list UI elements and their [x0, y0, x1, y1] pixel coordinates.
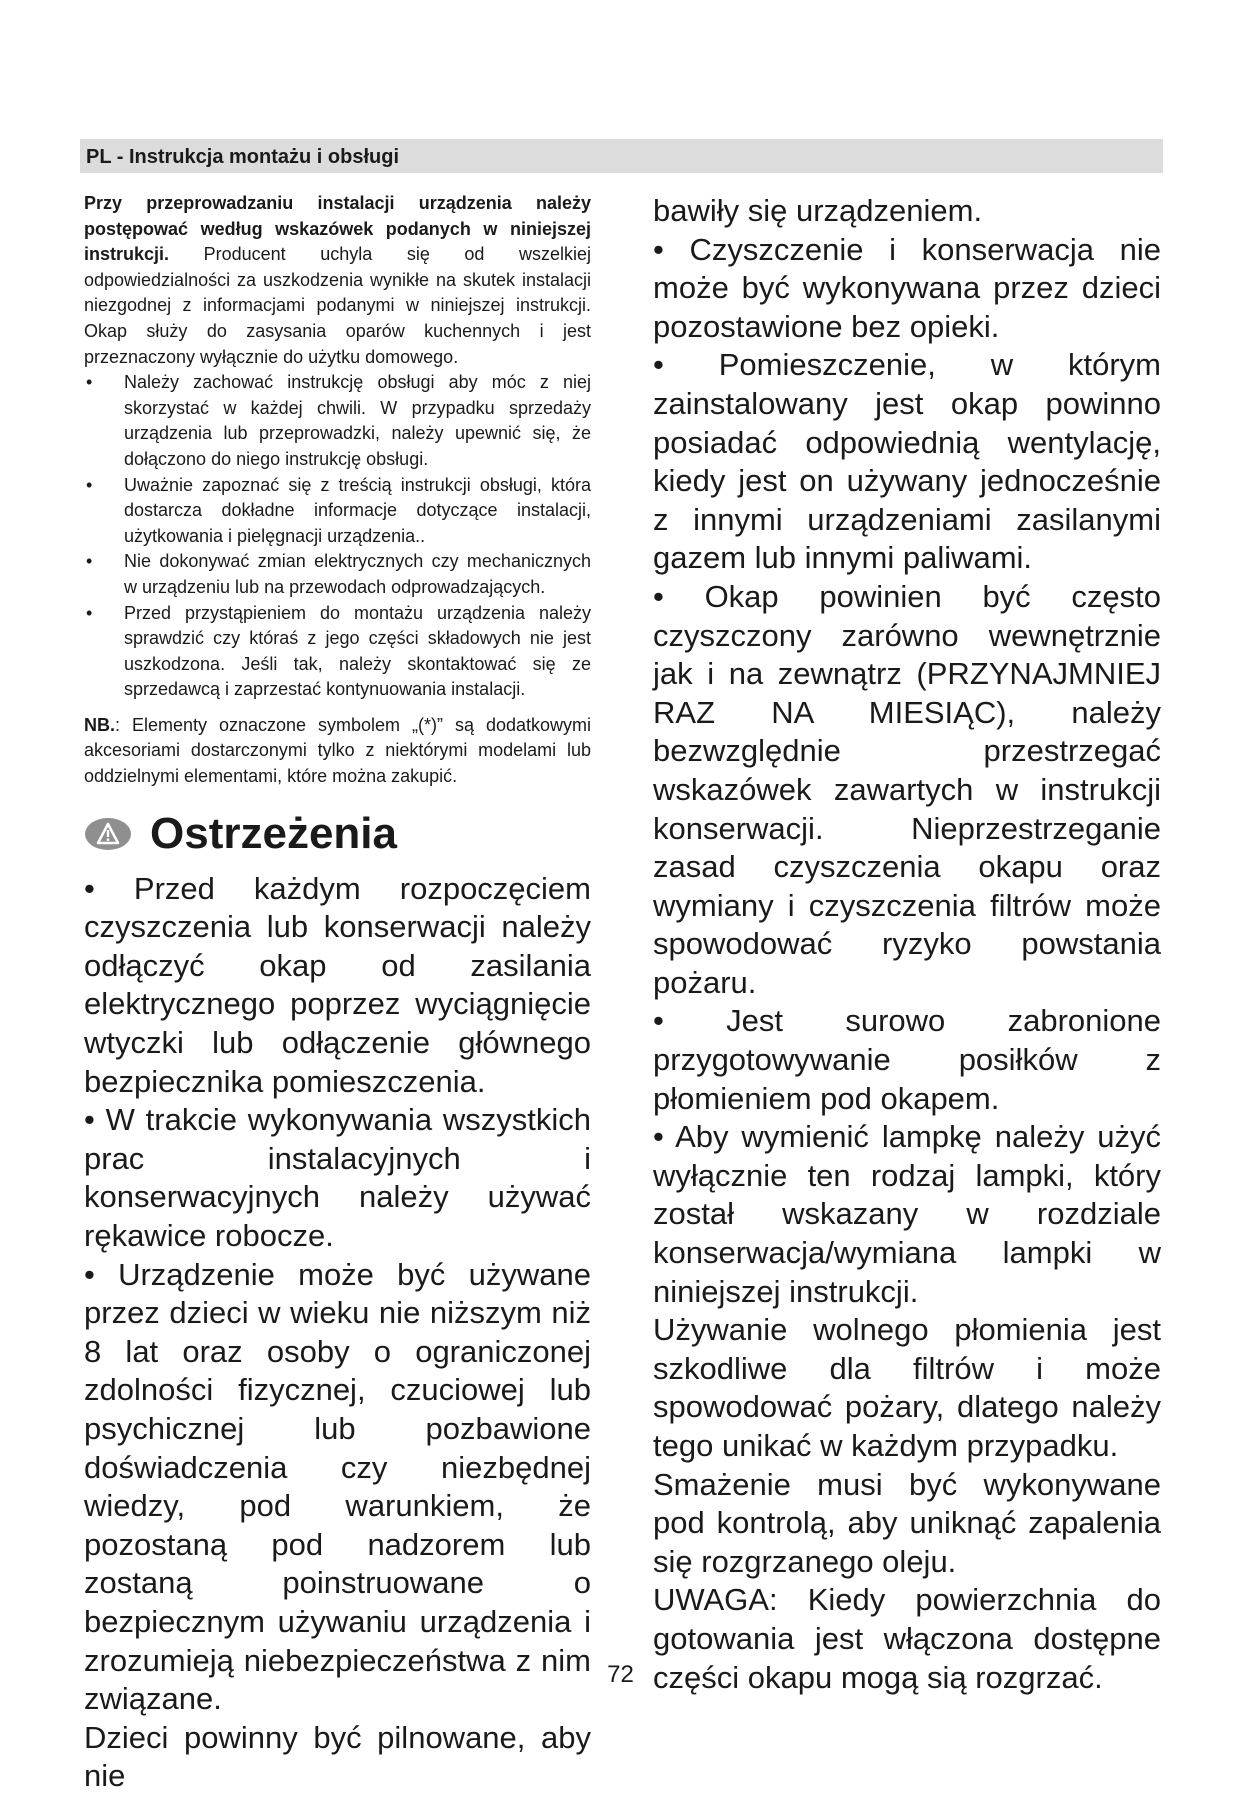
list-item: [84, 601, 591, 703]
list-item-text: Przed przystąpieniem do montażu urządzenia należy sprawdzić czy któraś z jego części składowych nie jest uszkodzona. Jeśli tak, należy skontaktować się ze sprzedawcą i zaprzestać kontynuowania instalacji.: [124, 602, 591, 700]
warning-paragraph: • W trakcie wykonywania wszystkich prac instalacyjnych i konserwacyjnych należy używać rękawice robocze.: [84, 1102, 591, 1253]
bullet-icon: •: [86, 474, 93, 495]
warning-icon: [84, 817, 132, 851]
intro-text: Producent uchyla się od wszelkiej odpowiedzialności za uszkodzenia wynikłe na skutek instalacji niezgodnej z informacjami podanymi w niniejszej instrukcji. Okap służy do zasysania oparów kuchennych i jest przeznaczony wyłącznie do użytku domowego.: [84, 244, 591, 367]
warning-paragraph: Smażenie musi być wykonywane pod kontrolą, aby uniknąć zapalenia się rozgrzanego oleju.: [653, 1466, 1161, 1579]
nb-note: [84, 713, 591, 790]
warnings-heading: [84, 810, 591, 858]
list-item-text: Uważnie zapoznać się z treścią instrukcji obsługi, która dostarcza dokładne informacje dotyczące instalacji, użytkowania i pielęgnacji urządzenia..: [124, 474, 591, 546]
nb-label: NB.: [84, 714, 115, 735]
bullet-icon: •: [86, 551, 93, 572]
warning-paragraph: • Czyszczenie i konserwacja nie może być wykonywana przez dzieci pozostawione bez opieki.: [653, 231, 1161, 344]
warnings-title: Ostrzeżenia: [150, 808, 397, 858]
intro-paragraph: [84, 191, 591, 370]
list-item-text: Nie dokonywać zmian elektrycznych czy mechanicznych w urządzeniu lub na przewodach odprowadzających.: [124, 551, 591, 597]
warning-paragraph: • Pomieszczenie, w którym zainstalowany jest okap powinno posiadać odpowiednią wentylację, kiedy jest on używany jednocześnie z innymi urządzeniami zasilanymi gazem lub innymi paliwami.: [653, 347, 1161, 576]
list-item: [84, 549, 591, 600]
list-item: [84, 473, 591, 550]
warning-paragraph: Dzieci powinny być pilnowane, aby nie: [84, 1719, 591, 1794]
warning-paragraph: bawiły się urządzeniem.: [653, 193, 983, 228]
right-column: [653, 192, 1161, 1697]
warning-paragraph: • Urządzenie może być używane przez dzieci w wieku nie niższym niż 8 lat oraz osoby o ograniczonej zdolności fizycznej, czuciowej lub psychicznej lub pozbawione doświadczenia czy niezbędnej wiedzy, pod warunkiem, że pozostaną pod nadzorem lub zostaną poinstruowane o bezpiecznym używaniu urządzenia i zrozumieją niebezpieczeństwa z nim związane.: [84, 1256, 591, 1717]
warning-paragraph: • Aby wymienić lampkę należy użyć wyłącznie ten rodzaj lampki, który został wskazany w rozdziale konserwacja/wymiana lampki w niniejszej instrukcji.: [653, 1119, 1161, 1309]
warning-paragraph: Używanie wolnego płomienia jest szkodliwe dla filtrów i może spowodować pożary, dlatego należy tego unikać w każdym przypadku.: [653, 1312, 1161, 1463]
page-number: 72: [607, 1661, 634, 1688]
warning-paragraph: UWAGA: Kiedy powierzchnia do gotowania jest włączona dostępne części okapu mogą sią rozgrzać.: [653, 1582, 1161, 1695]
nb-text: : Elementy oznaczone symbolem „(*)” są dodatkowymi akcesoriami dostarczonymi tylko z niektórymi modelami lub oddzielnymi elementami, które można zakupić.: [84, 714, 591, 787]
list-item: [84, 370, 591, 472]
list-item-text: Należy zachować instrukcję obsługi aby móc z niej skorzystać w każdej chwili. W przypadku sprzedaży urządzenia lub przeprowadzki, należy upewnić się, że dołączono do niego instrukcję obsługi.: [124, 372, 591, 469]
warning-paragraph: • Okap powinien być często czyszczony zarówno wewnętrznie jak i na zewnątrz (PRZYNAJMNIEJ RAZ NA MIESIĄC), należy bezwzględnie przestrzegać wskazówek zawartych w instrukcji konserwacji. Nieprzestrzeganie zasad czyszczenia okapu oraz wymiany i czyszczenia filtrów może spowodować ryzyko powstania pożaru.: [653, 578, 1161, 1000]
warning-paragraph: • Przed każdym rozpoczęciem czyszczenia lub konserwacji należy odłączyć okap od zasilania elektrycznego poprzez wyciągnięcie wtyczki lub odłączenie głównego bezpiecznika pomieszczenia.: [84, 870, 591, 1099]
left-column: [84, 191, 591, 1796]
warning-paragraph: • Jest surowo zabronione przygotowywanie posiłków z płomieniem pod okapem.: [653, 1003, 1161, 1116]
section-title: PL - Instrukcja montażu i obsługi: [86, 146, 399, 168]
bullet-icon: •: [86, 372, 93, 393]
bullet-icon: •: [86, 602, 93, 623]
intro-bullet-list: [84, 370, 591, 703]
intro-bold-text: Przy przeprowadzaniu instalacji urządzenia należy postępować według wskazówek podanych w niniejszej instrukcji.: [84, 193, 591, 265]
